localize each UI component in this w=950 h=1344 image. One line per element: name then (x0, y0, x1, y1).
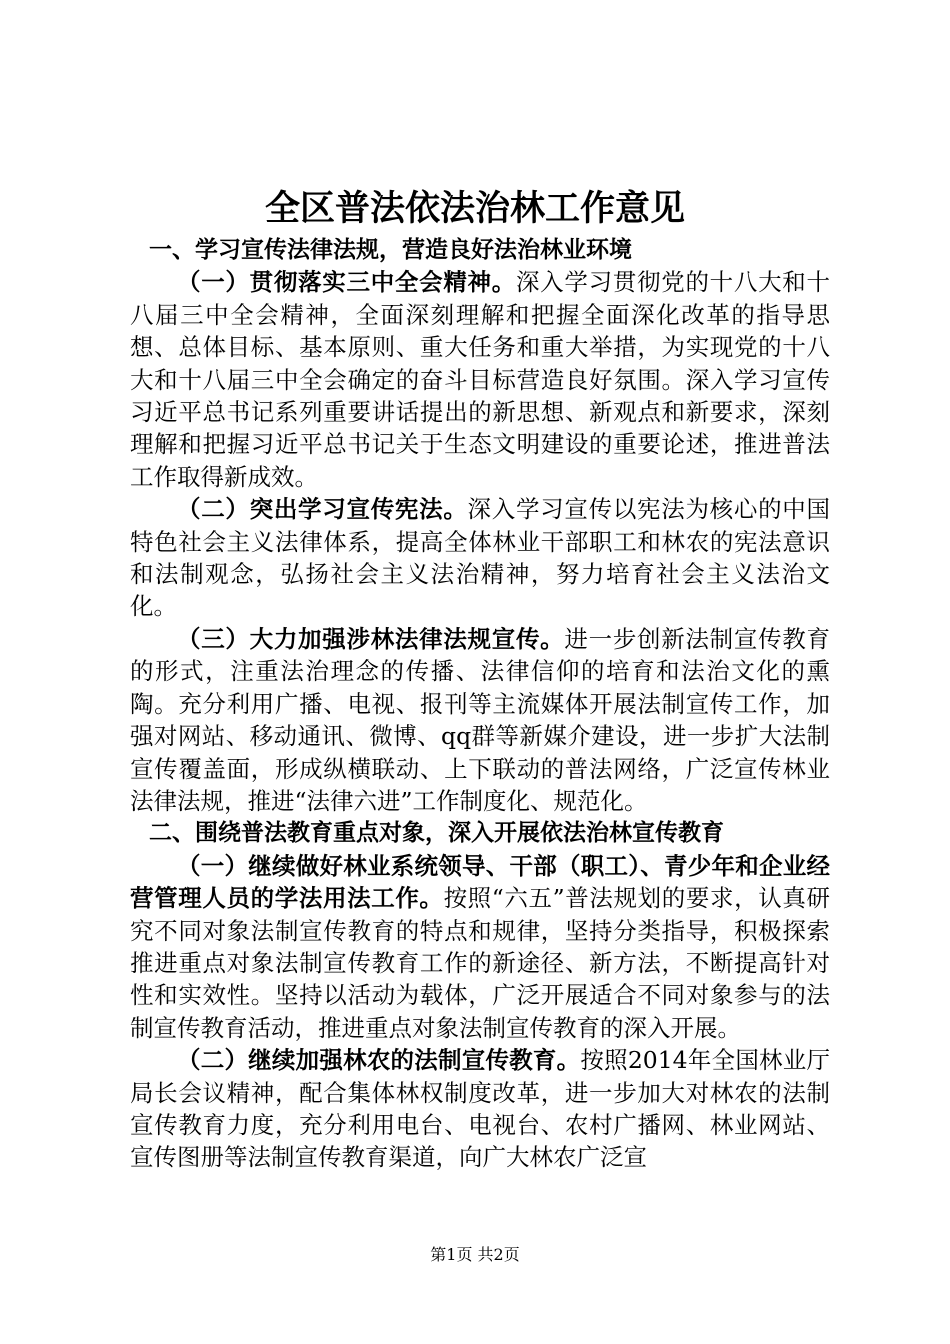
paragraph-lead: （一）继续做好林业系统领导、干部（职工）、青少年和企业经营管理人员的学法用法工作。 (130, 851, 830, 913)
paragraph-text: 按照2014年全国林业厅局长会议精神，配合集体林权制度改革，进一步加大对林农的法制宣传教育力度，充分利用电台、电视台、农村广播网、林业网站、宣传图册等法制宣传教育渠道，向广大林农广泛宣 (130, 1046, 831, 1172)
section-heading-2: 二、围绕普法教育重点对象，深入开展依法治林宣传教育 (149, 820, 724, 847)
paragraph-lead: （三）大力加强涉林法律法规宣传。 (177, 624, 565, 653)
paragraph-text: 进一步创新法制宣传教育的形式，注重法治理念的传播、法律信仰的培育和法治文化的熏陶。充分利用广播、电视、报刊等主流媒体开展法制宣传工作，加强对网站、移动通讯、微博、qq群等新媒介建设，进一步扩大法制宣传覆盖面，形成纵横联动、上下联动的普法网络，广泛宣传林业法律法规，推进“法律六进”工作制度化、规范化。 (130, 624, 831, 815)
paragraph-1-2 (130, 493, 830, 623)
paragraph-lead: （一）贯彻落实三中全会精神。 (177, 268, 516, 297)
section-heading-1: 一、学习宣传法律法规，营造良好法治林业环境 (149, 237, 632, 263)
document-title: 全区普法依法治林工作意见 (264, 189, 685, 229)
paragraph-text: 按照“六五”普法规划的要求，认真研究不同对象法制宣传教育的特点和规律，坚持分类指导，积极探索推进重点对象法制宣传教育工作的新途径、新方法，不断提高针对性和实效性。坚持以活动为载体，广泛开展适合不同对象参与的法制宣传教育活动，推进重点对象法制宣传教育的深入开展。 (130, 884, 831, 1042)
paragraph-lead: （二）继续加强林农的法制宣传教育。 (177, 1046, 581, 1075)
paragraph-1-1 (130, 266, 830, 493)
document-body (130, 234, 830, 1174)
paragraph-lead: （二）突出学习宣传宪法。 (177, 495, 468, 524)
paragraph-2-1 (130, 850, 830, 1044)
paragraph-2-2 (130, 1044, 830, 1174)
paragraph-text: 深入学习贯彻党的十八大和十八届三中全会精神，全面深刻理解和把握全面深化改革的指导思想、总体目标、基本原则、重大任务和重大举措，为实现党的十八大和十八届三中全会确定的奋斗目标营造良好氛围。深入学习宣传习近平总书记系列重要讲话提出的新思想、新观点和新要求，深刻理解和把握习近平总书记关于生态文明建设的重要论述，推进普法工作取得新成效。 (130, 268, 831, 491)
paragraph-1-3 (130, 623, 830, 817)
page-footer: 第1页 共2页 (430, 1245, 520, 1264)
paragraph-text: 深入学习宣传以宪法为核心的中国特色社会主义法律体系，提高全体林业干部职工和林农的宪法意识和法制观念，弘扬社会主义法治精神，努力培育社会主义法治文化。 (130, 495, 831, 621)
